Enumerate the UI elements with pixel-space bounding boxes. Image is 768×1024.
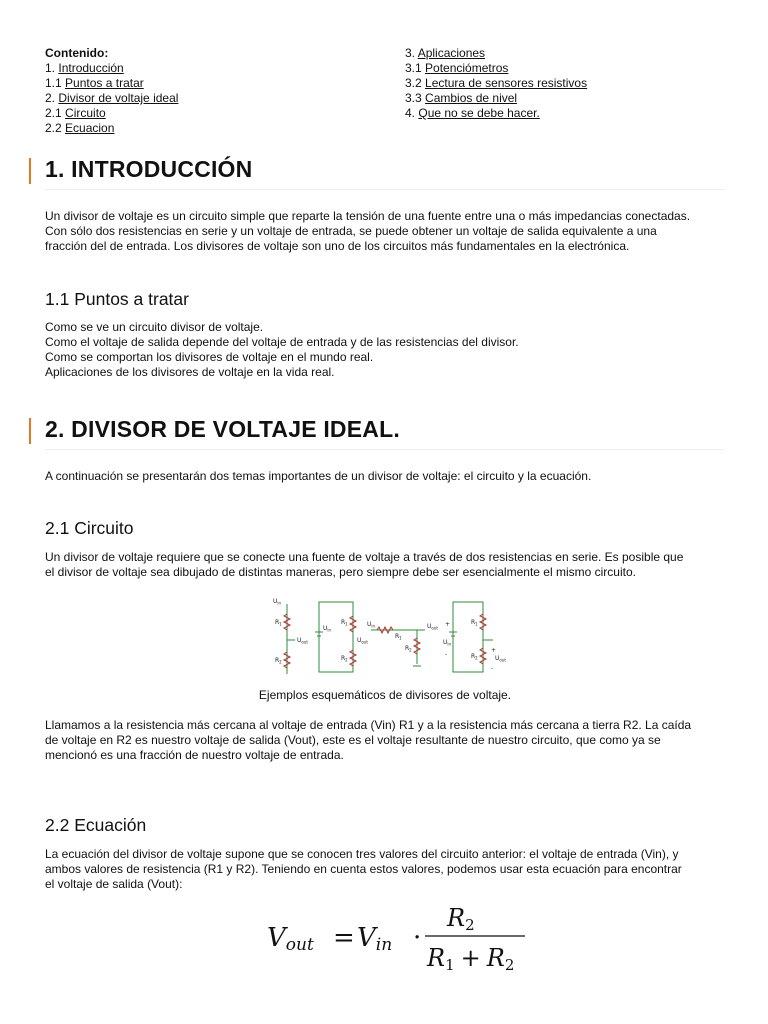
text-line: Con sólo dos resistencias en serie y un voltaje de entrada, se puede obtener un voltaje de salida equivalente a una xyxy=(45,224,657,238)
circuito-paragraph xyxy=(45,550,729,580)
text-line: de voltaje en R2 es nuestro voltaje de salida (Vout), este es el voltaje resultante de nuestro circuito, que como ya se xyxy=(45,733,661,747)
text-line: La ecuación del divisor de voltaje supone que se conocen tres valores del circuito anterior: el voltaje de entrada (Vin), y xyxy=(45,847,679,861)
circuito-after-paragraph xyxy=(45,718,729,763)
label-uout: $U_{out}$ xyxy=(297,637,308,645)
toc-num: 2.2 xyxy=(45,121,62,135)
label-uout: $U_{out}$ xyxy=(427,623,438,631)
toc-title: Contenido: xyxy=(45,46,109,60)
label-uin: $U_{in}$ xyxy=(323,625,332,633)
toc-link-divisor[interactable]: Divisor de voltaje ideal xyxy=(58,91,179,105)
text-line: ambos valores de resistencia (R1 y R2). Teniendo en cuenta estos valores, podemos usar esta ecuación para encontrar xyxy=(45,862,682,876)
toc-num: 3. xyxy=(405,46,416,60)
toc-item-aplicaciones xyxy=(405,46,587,61)
text-line: Aplicaciones de los divisores de voltaje en la vida real. xyxy=(45,365,335,379)
text-line: A continuación se presentarán dos temas importantes de un divisor de voltaje: el circuito y la ecuación. xyxy=(45,469,592,483)
intro-paragraph xyxy=(45,209,729,254)
ecuacion-paragraph xyxy=(45,847,729,892)
text-line: mencionó es una fracción de nuestro voltaje de entrada. xyxy=(45,748,344,762)
formula-dot: · xyxy=(413,923,422,953)
label-r1: $R_1$ xyxy=(471,619,478,627)
toc-link-puntos[interactable]: Puntos a tratar xyxy=(65,76,144,90)
label-uin: $U_{in}$ xyxy=(367,621,376,629)
label-r2: $R_2$ xyxy=(471,653,478,661)
formula-numerator: R2 xyxy=(447,904,475,934)
label-uout: $U_{out}$ xyxy=(495,655,506,663)
label-r2: $R_2$ xyxy=(341,655,348,663)
divisor-paragraph xyxy=(45,469,729,484)
label-r1: $R_1$ xyxy=(275,619,282,627)
toc-num: 2.1 xyxy=(45,106,62,120)
subsection-heading-circuito: 2.1 Circuito xyxy=(45,518,134,538)
toc-link-que-no[interactable]: Que no se debe hacer. xyxy=(418,106,540,120)
formula-vin: Vin xyxy=(357,923,393,955)
toc-num: 4. xyxy=(405,106,416,120)
toc-item-cambios xyxy=(405,91,587,106)
section-heading-divisor: 2. DIVISOR DE VOLTAJE IDEAL. xyxy=(45,416,725,450)
text-line: el voltaje de salida (Vout): xyxy=(45,877,183,891)
toc-num: 2. xyxy=(45,91,56,105)
toc-num: 3.3 xyxy=(405,91,422,105)
label-r2: $R_2$ xyxy=(405,645,412,653)
toc-item-sensores xyxy=(405,76,587,91)
formula-equals: = xyxy=(333,923,355,953)
toc-item-puntos xyxy=(45,76,178,91)
subsection-heading-puntos: 1.1 Puntos a tratar xyxy=(45,289,189,309)
toc-link-introduccion[interactable]: Introducción xyxy=(58,61,124,75)
toc-num: 3.2 xyxy=(405,76,422,90)
voltage-divider-formula xyxy=(267,898,547,978)
label-minus: - xyxy=(491,665,494,672)
toc-link-potenciometros[interactable]: Potenciómetros xyxy=(425,61,509,75)
toc-item-potenciometros xyxy=(405,61,587,76)
text-line: el divisor de voltaje sea dibujado de distintas maneras, pero siempre debe ser esencialmente el mismo circuito. xyxy=(45,565,636,579)
label-r2: $R_2$ xyxy=(275,657,282,665)
text-line: Como se comportan los divisores de voltaje en el mundo real. xyxy=(45,350,374,364)
voltage-divider-schematics-figure xyxy=(267,594,547,678)
label-uin: $U_{in}$ xyxy=(443,639,452,647)
toc-link-aplicaciones[interactable]: Aplicaciones xyxy=(417,46,486,60)
subsection-heading-ecuacion: 2.2 Ecuación xyxy=(45,815,147,835)
label-uout: $U_{out}$ xyxy=(357,637,368,645)
puntos-paragraph xyxy=(45,320,729,380)
label-r1: $R_1$ xyxy=(395,633,402,641)
toc-link-sensores[interactable]: Lectura de sensores resistivos xyxy=(425,76,588,90)
toc-num: 3.1 xyxy=(405,61,422,75)
toc-item-introduccion xyxy=(45,61,178,76)
formula-denominator: R1 + R2 xyxy=(427,944,515,974)
label-plus: + xyxy=(445,621,451,628)
section-heading-introduccion: 1. INTRODUCCIÓN xyxy=(45,156,725,190)
toc-item-que-no xyxy=(405,106,587,121)
figure-caption: Ejemplos esquemáticos de divisores de voltaje. xyxy=(258,688,512,702)
toc-right-column xyxy=(405,46,587,121)
toc-item-ecuacion xyxy=(45,121,178,136)
formula-vout: Vout xyxy=(267,923,314,955)
toc-item-circuito xyxy=(45,106,178,121)
label-minus: - xyxy=(445,651,448,658)
text-line: Llamamos a la resistencia más cercana al voltaje de entrada (Vin) R1 y a la resistencia más cercana a tierra R2. La caída xyxy=(45,718,692,732)
text-line: fracción del de entrada. Los divisores de voltaje son uno de los circuitos más fundamentales en la electrónica. xyxy=(45,239,630,253)
toc-link-cambios[interactable]: Cambios de nivel xyxy=(425,91,518,105)
toc-link-circuito[interactable]: Circuito xyxy=(65,106,106,120)
text-line: Como se ve un circuito divisor de voltaje. xyxy=(45,320,264,334)
label-plus: + xyxy=(491,647,497,654)
toc-num: 1.1 xyxy=(45,76,62,90)
text-line: Un divisor de voltaje requiere que se conecte una fuente de voltaje a través de dos resistencias en serie. Es posible que xyxy=(45,550,684,564)
label-uin: $U_{in}$ xyxy=(273,598,282,606)
text-line: Un divisor de voltaje es un circuito simple que reparte la tensión de una fuente entre una o más impedancias conectadas. xyxy=(45,209,691,223)
toc-item-divisor xyxy=(45,91,178,106)
toc-left-column xyxy=(45,46,178,136)
toc-num: 1. xyxy=(45,61,56,75)
text-line: Como el voltaje de salida depende del voltaje de entrada y de las resistencias del divisor. xyxy=(45,335,519,349)
label-r1: $R_1$ xyxy=(341,619,348,627)
toc-link-ecuacion[interactable]: Ecuacion xyxy=(65,121,115,135)
